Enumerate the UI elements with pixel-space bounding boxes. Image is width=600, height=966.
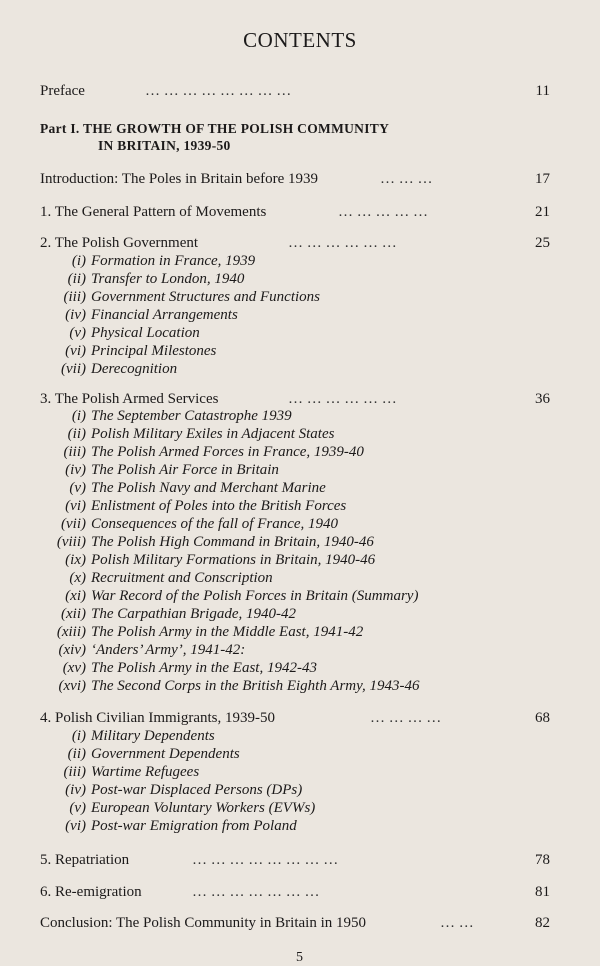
subentry-title: Military Dependents <box>91 728 215 744</box>
entry-label: Introduction: The Poles in Britain before 1939 <box>40 171 319 187</box>
subentry-number: (iv) <box>65 462 86 478</box>
part-heading <box>40 120 389 154</box>
page-number: 11 <box>535 83 550 99</box>
entry-label: 4. Polish Civilian Immigrants, 1939-50 <box>40 710 275 726</box>
toc-subentry[interactable] <box>48 569 273 587</box>
leader-dots: … … … … <box>370 710 442 726</box>
toc-subentry[interactable] <box>48 252 255 270</box>
toc-entry-chapter-6[interactable] <box>40 884 550 901</box>
leader-dots: … … … … … <box>338 204 428 220</box>
page-number: 78 <box>535 852 550 868</box>
subentry-title: Post-war Displaced Persons (DPs) <box>91 782 303 798</box>
toc-subentry[interactable] <box>48 306 238 324</box>
subentry-number: (xi) <box>65 588 86 604</box>
subentry-title: The Polish Air Force in Britain <box>91 462 279 478</box>
toc-subentry[interactable] <box>48 443 364 461</box>
subentry-title: Enlistment of Poles into the British Forces <box>91 498 347 514</box>
page-number: 17 <box>535 171 550 187</box>
toc-subentry[interactable] <box>48 270 244 288</box>
subentry-title: Post-war Emigration from Poland <box>91 818 297 834</box>
subentry-number: (vii) <box>61 361 86 377</box>
toc-subentry[interactable] <box>48 288 320 306</box>
subentry-number: (iv) <box>65 307 86 323</box>
toc-subentry[interactable] <box>48 515 338 533</box>
toc-entry-chapter-1[interactable] <box>40 204 550 221</box>
entry-label: Preface <box>40 83 85 99</box>
subentry-title: Derecognition <box>91 361 178 377</box>
toc-entry-chapter-3[interactable] <box>40 391 550 408</box>
toc-subentry[interactable] <box>48 781 302 799</box>
part-heading-line2: IN BRITAIN, 1939-50 <box>98 138 231 153</box>
leader-dots: … … … … … … … … <box>192 852 339 868</box>
toc-subentry[interactable] <box>48 425 334 443</box>
toc-subentry[interactable] <box>48 342 216 360</box>
subentry-title: Government Dependents <box>91 746 240 762</box>
subentry-number: (ix) <box>65 552 86 568</box>
subentry-number: (viii) <box>56 534 86 550</box>
entry-label: 5. Repatriation <box>40 852 130 868</box>
toc-entry-preface[interactable] <box>40 83 550 100</box>
subentry-title: Government Structures and Functions <box>91 289 320 305</box>
subentry-title: War Record of the Polish Forces in Britain (Summary) <box>91 588 419 604</box>
toc-subentry[interactable] <box>48 677 419 695</box>
toc-entry-chapter-5[interactable] <box>40 852 550 869</box>
subentry-title: The September Catastrophe 1939 <box>91 408 292 424</box>
toc-subentry[interactable] <box>48 605 296 623</box>
toc-entry-conclusion[interactable] <box>40 915 550 932</box>
subentry-number: (iii) <box>63 289 86 305</box>
part-heading-line1: Part I. THE GROWTH OF THE POLISH COMMUNITY <box>40 121 390 136</box>
subentry-number: (vi) <box>65 498 86 514</box>
subentry-title: Wartime Refugees <box>91 764 200 780</box>
toc-subentry[interactable] <box>48 551 375 569</box>
subentry-number: (vi) <box>65 818 86 834</box>
leader-dots: … … … <box>380 171 433 187</box>
page-number: 25 <box>535 235 550 251</box>
entry-label: 6. Re-emigration <box>40 884 142 900</box>
leader-dots: … … … … … … … … <box>145 83 292 99</box>
page-number: 21 <box>535 204 550 220</box>
subentry-number: (ii) <box>67 271 86 287</box>
subentry-title: Formation in France, 1939 <box>91 253 256 269</box>
subentry-number: (i) <box>71 408 86 424</box>
toc-entry-chapter-4[interactable] <box>40 710 550 727</box>
subentry-title: Polish Military Formations in Britain, 1940-46 <box>91 552 376 568</box>
leader-dots: … … <box>440 915 474 931</box>
subentry-title: The Second Corps in the British Eighth Army, 1943-46 <box>91 678 420 694</box>
toc-subentry[interactable] <box>48 497 346 515</box>
subentry-number: (iii) <box>63 764 86 780</box>
toc-subentry[interactable] <box>48 745 240 763</box>
page-number: 36 <box>535 391 550 407</box>
subentry-number: (x) <box>69 570 86 586</box>
toc-subentry[interactable] <box>48 817 297 835</box>
leader-dots: … … … … … … <box>288 235 397 251</box>
leader-dots: … … … … … … … <box>192 884 320 900</box>
entry-label: 1. The General Pattern of Movements <box>40 204 267 220</box>
entry-label: 2. The Polish Government <box>40 235 199 251</box>
folio-page-number: 5 <box>296 950 303 965</box>
toc-entry-introduction[interactable] <box>40 171 550 188</box>
subentry-number: (xvi) <box>58 678 86 694</box>
toc-subentry[interactable] <box>48 623 363 641</box>
subentry-title: The Polish Armed Forces in France, 1939-40 <box>91 444 364 460</box>
entry-label: 3. The Polish Armed Services <box>40 391 219 407</box>
subentry-title: Recruitment and Conscription <box>91 570 273 586</box>
toc-subentry[interactable] <box>48 659 317 677</box>
subentry-number: (v) <box>69 480 86 496</box>
subentry-number: (xiii) <box>56 624 86 640</box>
toc-subentry[interactable] <box>48 479 326 497</box>
page-number: 68 <box>535 710 550 726</box>
toc-subentry[interactable] <box>48 324 200 342</box>
subentry-number: (xiv) <box>58 642 86 658</box>
subentry-title: The Carpathian Brigade, 1940-42 <box>91 606 296 622</box>
subentry-title: The Polish Army in the Middle East, 1941-42 <box>91 624 364 640</box>
toc-subentry[interactable] <box>48 727 215 745</box>
subentry-number: (xv) <box>62 660 86 676</box>
subentry-title: Transfer to London, 1940 <box>91 271 245 287</box>
toc-subentry[interactable] <box>48 641 245 659</box>
page-title: CONTENTS <box>243 28 357 52</box>
subentry-title: The Polish High Command in Britain, 1940-46 <box>91 534 374 550</box>
toc-subentry[interactable] <box>48 587 418 605</box>
subentry-number: (iii) <box>63 444 86 460</box>
subentry-title: The Polish Army in the East, 1942-43 <box>91 660 317 676</box>
subentry-number: (ii) <box>67 746 86 762</box>
subentry-title: Principal Milestones <box>91 343 217 359</box>
toc-subentry[interactable] <box>48 763 199 781</box>
toc-subentry[interactable] <box>48 799 315 817</box>
toc-subentry[interactable] <box>48 360 177 378</box>
subentry-number: (v) <box>69 800 86 816</box>
entry-label: Conclusion: The Polish Community in Britain in 1950 <box>40 915 366 931</box>
toc-entry-chapter-2[interactable] <box>40 235 550 252</box>
leader-dots: … … … … … … <box>288 391 397 407</box>
page-number: 81 <box>535 884 550 900</box>
toc-subentry[interactable] <box>48 407 292 425</box>
subentry-title: Polish Military Exiles in Adjacent States <box>91 426 335 442</box>
toc-subentry[interactable] <box>48 533 374 551</box>
subentry-number: (v) <box>69 325 86 341</box>
subentry-number: (iv) <box>65 782 86 798</box>
subentry-number: (vii) <box>61 516 86 532</box>
subentry-title: Financial Arrangements <box>91 307 238 323</box>
subentry-title: European Voluntary Workers (EVWs) <box>91 800 316 816</box>
subentry-title: ‘Anders’ Army’, 1941-42: <box>91 642 246 658</box>
subentry-number: (i) <box>71 253 86 269</box>
subentry-title: Physical Location <box>91 325 200 341</box>
subentry-number: (ii) <box>67 426 86 442</box>
subentry-number: (i) <box>71 728 86 744</box>
subentry-title: Consequences of the fall of France, 1940 <box>91 516 339 532</box>
subentry-number: (xii) <box>61 606 86 622</box>
subentry-number: (vi) <box>65 343 86 359</box>
toc-subentry[interactable] <box>48 461 279 479</box>
page-number: 82 <box>535 915 550 931</box>
subentry-title: The Polish Navy and Merchant Marine <box>91 480 326 496</box>
